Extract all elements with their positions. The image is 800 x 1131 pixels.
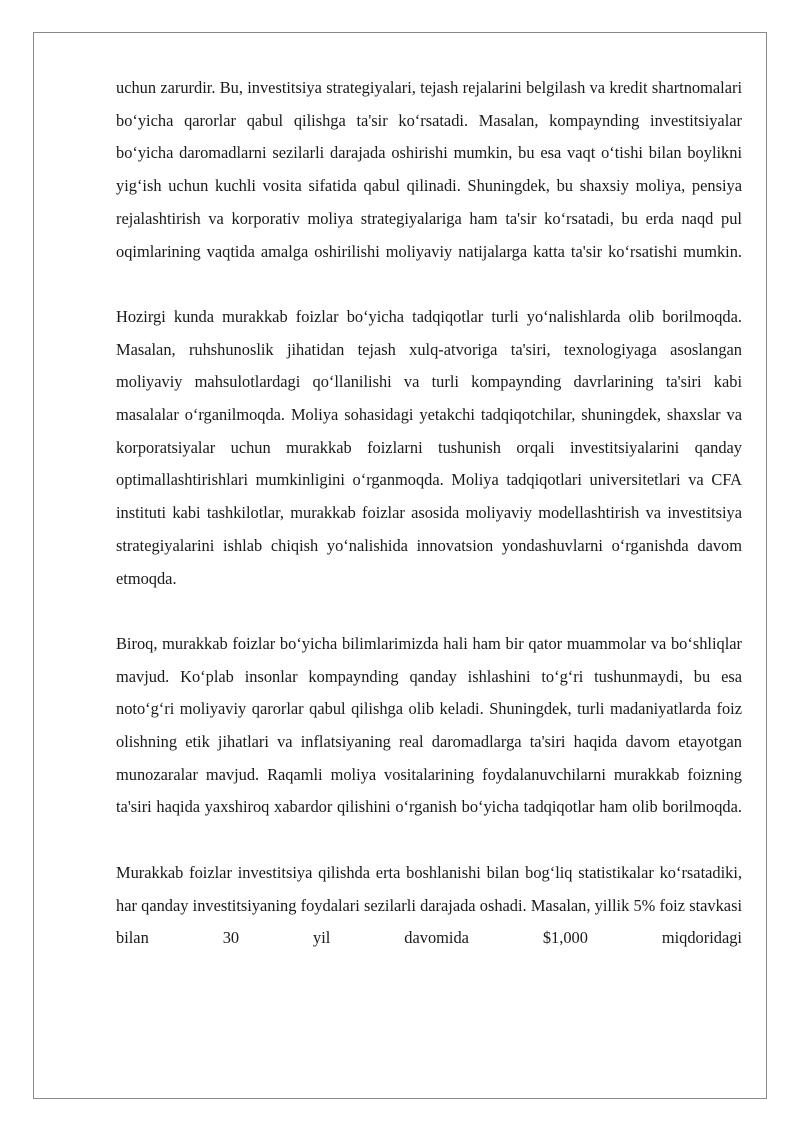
paragraph-2: Hozirgi kunda murakkab foizlar bo‘yicha tadqiqotlar turli yo‘nalishlarda olib borilmoqda. Masalan, ruhshunoslik jihatidan tejash xulq-atvoriga ta'siri, texnologiyaga asoslangan moliyaviy mahsulotlardagi qo‘llanilishi va turli kompaynding davrlarining ta'siri kabi masalalar o‘rganilmoqda. Moliya sohasidagi yetakchi tadqiqotchilar, shuningdek, shaxslar va korporatsiyalar uchun murakkab foizlarni tushunish orqali investitsiyalarini qanday optimallashtirishlari mumkinligini o‘rganmoqda. Moliya tadqiqotlari universitetlari va CFA instituti kabi tashkilotlar, murakkab foizlar asosida moliyaviy modellashtirish va investitsiya strategiyalarini ishlab chiqish yo‘nalishida innovatsion yondashuvlarni o‘rganishda davom etmoqda.: [116, 306, 742, 588]
document-body: [116, 72, 742, 955]
paragraph-3: Biroq, murakkab foizlar bo‘yicha bilimlarimizda hali ham bir qator muammolar va bo‘shliqlar mavjud. Ko‘plab insonlar kompaynding qanday ishlashini to‘g‘ri tushunmaydi, bu esa noto‘g‘ri moliyaviy qarorlar qabul qilishga olib keladi. Shuningdek, turli madaniyatlarda foiz olishning etik jihatlari va inflatsiyaning real daromadlarga ta'siri haqida davom etayotgan munozaralar mavjud. Raqamli moliya vositalarining foydalanuvchilarni murakkab foizning ta'siri haqida yaxshiroq xabardor qilishini o‘rganish bo‘yicha tadqiqotlar ham olib borilmoqda.: [116, 633, 742, 817]
paragraph-4: Murakkab foizlar investitsiya qilishda erta boshlanishi bilan bog‘liq statistikalar ko‘rsatadiki, har qanday investitsiyaning foydalari sezilarli darajada oshadi. Masalan, yillik 5% foiz stavkasi bilan 30 yil davomida $1,000 miqdoridagi: [116, 862, 742, 948]
paragraph-1: uchun zarurdir. Bu, investitsiya strategiyalari, tejash rejalarini belgilash va kredit shartnomalari bo‘yicha qarorlar qabul qilishga ta'sir ko‘rsatadi. Masalan, kompaynding investitsiyalar bo‘yicha daromadlarni sezilarli darajada oshirishi mumkin, bu esa vaqt o‘tishi bilan boylikni yig‘ish uchun kuchli vosita sifatida qabul qilinadi. Shuningdek, bu shaxsiy moliya, pensiya rejalashtirish va korporativ moliya strategiyalariga ham ta'sir ko‘rsatadi, bu erda naqd pul oqimlarining vaqtida amalga oshirilishi moliyaviy natijalarga katta ta'sir ko‘rsatishi mumkin.: [116, 78, 742, 261]
